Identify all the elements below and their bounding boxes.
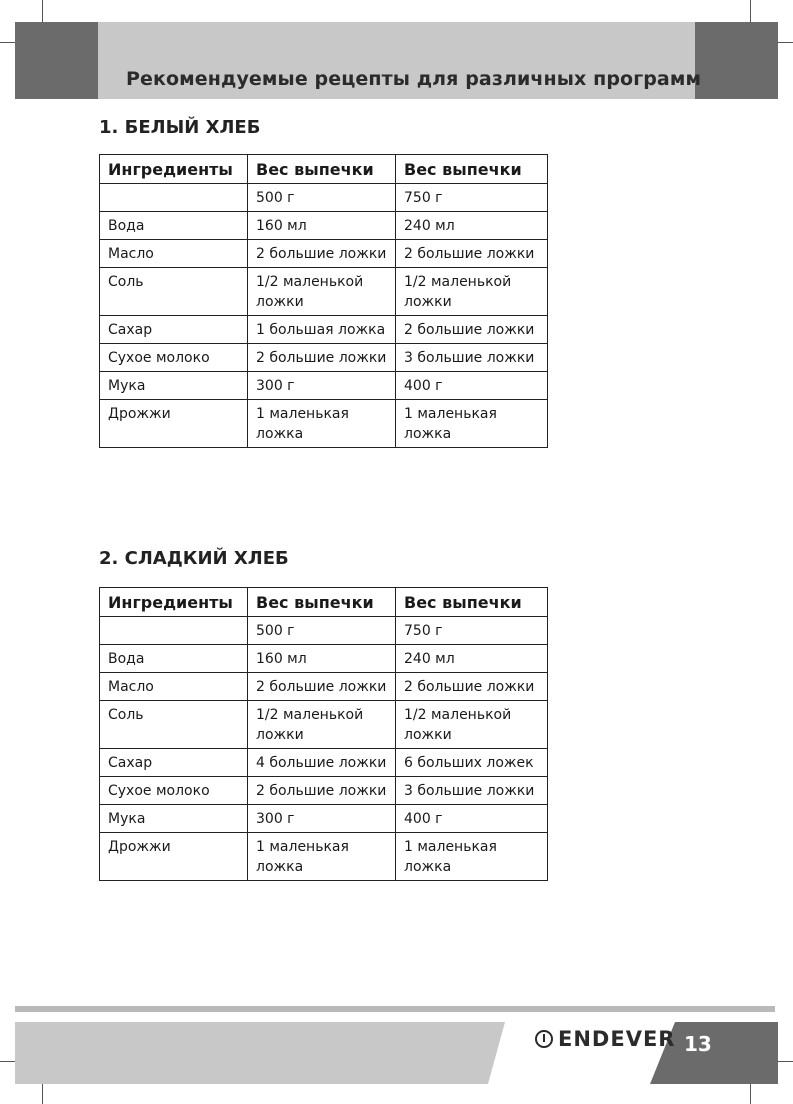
table-cell: 400 г <box>396 372 548 400</box>
table-cell: 1/2 маленькой ложки <box>396 701 548 749</box>
table-cell: 2 большие ложки <box>396 316 548 344</box>
page-number: 13 <box>684 1032 712 1056</box>
table-row <box>100 268 548 316</box>
table-cell: 300 г <box>248 372 396 400</box>
column-header: Ингредиенты <box>100 588 248 617</box>
section-title-sweet-bread: 2. СЛАДКИЙ ХЛЕБ <box>99 548 289 569</box>
table-cell: 1 маленькая ложка <box>396 833 548 881</box>
table-cell: Мука <box>100 805 248 833</box>
table-cell: 2 большие ложки <box>396 673 548 701</box>
table-cell: Соль <box>100 268 248 316</box>
table-cell: Сахар <box>100 749 248 777</box>
table-cell: 1 маленькая ложка <box>396 400 548 448</box>
table-cell: 3 большие ложки <box>396 344 548 372</box>
table-row <box>100 316 548 344</box>
table-cell: 6 больших ложек <box>396 749 548 777</box>
crop-mark <box>42 0 43 22</box>
table-cell: Дрожжи <box>100 400 248 448</box>
table-row <box>100 805 548 833</box>
footer-divider <box>15 1006 775 1012</box>
column-header: Вес выпечки <box>248 588 396 617</box>
section-title-white-bread: 1. БЕЛЫЙ ХЛЕБ <box>99 117 261 138</box>
table-cell: 750 г <box>396 184 548 212</box>
table-cell <box>100 184 248 212</box>
crop-mark <box>42 1082 43 1104</box>
power-icon <box>535 1030 553 1048</box>
recipe-table-sweet-bread <box>99 587 548 881</box>
table-row <box>100 645 548 673</box>
table-header-row <box>100 588 548 617</box>
table-row <box>100 777 548 805</box>
table-row <box>100 701 548 749</box>
table-cell: 1 большая ложка <box>248 316 396 344</box>
table-cell: 300 г <box>248 805 396 833</box>
table-cell: 240 мл <box>396 212 548 240</box>
page-title: Рекомендуемые рецепты для различных программ <box>126 68 702 90</box>
table-cell: 1 маленькая ложка <box>248 400 396 448</box>
table-cell: 1/2 маленькой ложки <box>248 268 396 316</box>
recipe-table-white-bread <box>99 154 548 448</box>
column-header: Вес выпечки <box>396 155 548 184</box>
table-row <box>100 400 548 448</box>
table-row <box>100 673 548 701</box>
table-cell: Масло <box>100 673 248 701</box>
crop-mark <box>750 1082 751 1104</box>
table-header-row <box>100 155 548 184</box>
table-cell: 2 большие ложки <box>248 344 396 372</box>
table-cell: Соль <box>100 701 248 749</box>
table-row <box>100 344 548 372</box>
table-row <box>100 240 548 268</box>
header-accent-right <box>695 22 778 99</box>
table-row <box>100 833 548 881</box>
table-cell: 750 г <box>396 617 548 645</box>
table-cell: Дрожжи <box>100 833 248 881</box>
table-row <box>100 184 548 212</box>
table-cell: 1 маленькая ложка <box>248 833 396 881</box>
table-cell: 3 большие ложки <box>396 777 548 805</box>
brand-name: ENDEVER <box>558 1027 676 1051</box>
table-row <box>100 372 548 400</box>
table-cell: Вода <box>100 645 248 673</box>
table-cell: Сухое молоко <box>100 777 248 805</box>
table-row <box>100 749 548 777</box>
table-cell: Масло <box>100 240 248 268</box>
table-cell: 1/2 маленькой ложки <box>248 701 396 749</box>
table-cell: Мука <box>100 372 248 400</box>
table-cell: 240 мл <box>396 645 548 673</box>
table-cell: 2 большие ложки <box>248 673 396 701</box>
table-row <box>100 212 548 240</box>
header-accent-left <box>15 22 98 99</box>
table-cell: Вода <box>100 212 248 240</box>
table-cell: Сахар <box>100 316 248 344</box>
table-cell: 4 большие ложки <box>248 749 396 777</box>
column-header: Вес выпечки <box>248 155 396 184</box>
table-cell: 500 г <box>248 617 396 645</box>
table-cell: 2 большие ложки <box>248 777 396 805</box>
table-row <box>100 617 548 645</box>
table-cell: 2 большие ложки <box>396 240 548 268</box>
table-cell <box>100 617 248 645</box>
brand-logo <box>535 1027 675 1051</box>
footer-band-light <box>15 1022 505 1084</box>
table-cell: 2 большие ложки <box>248 240 396 268</box>
table-cell: 400 г <box>396 805 548 833</box>
crop-mark <box>750 0 751 22</box>
column-header: Ингредиенты <box>100 155 248 184</box>
table-cell: 1/2 маленькой ложки <box>396 268 548 316</box>
column-header: Вес выпечки <box>396 588 548 617</box>
table-cell: 160 мл <box>248 212 396 240</box>
table-cell: 160 мл <box>248 645 396 673</box>
table-cell: 500 г <box>248 184 396 212</box>
table-cell: Сухое молоко <box>100 344 248 372</box>
